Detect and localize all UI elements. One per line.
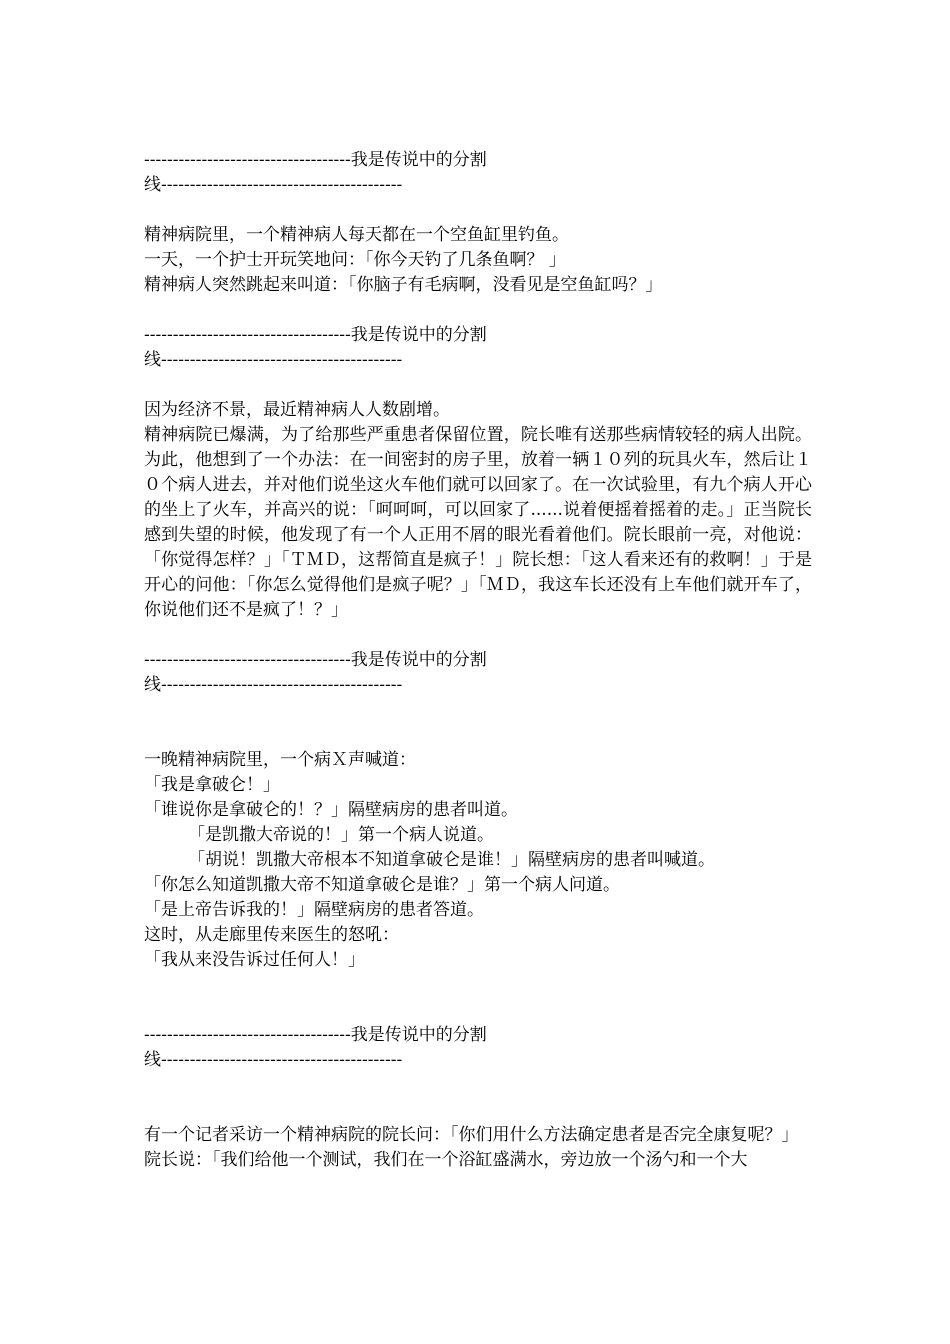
joke-napoleon-line-9: 「我从来没告诉过任何人！」 xyxy=(144,950,365,970)
spacer xyxy=(144,373,812,398)
spacer xyxy=(144,1073,812,1123)
spacer xyxy=(144,973,812,1023)
joke-napoleon-line-6: 「你怎么知道凯撒大帝不知道拿破仑是谁？」第一个病人问道。 xyxy=(144,875,620,895)
joke-train-line-1: 因为经济不景，最近精神病人人数剧增。 xyxy=(144,400,450,420)
joke-reporter-paragraph-1: 有一个记者采访一个精神病院的院长问：「你们用什么方法确定患者是否完全康复呢？」 xyxy=(144,1125,799,1145)
document-body xyxy=(144,148,812,1173)
spacer xyxy=(144,623,812,648)
joke-reporter-paragraph-2: 院长说：「我们给他一个测试，我们在一个浴缸盛满水，旁边放一个汤勺和一个大 xyxy=(144,1150,748,1170)
joke-napoleon-line-1: 一晚精神病院里，一个病Ｘ声喊道： xyxy=(144,750,416,770)
joke-train xyxy=(144,398,812,623)
joke-napoleon xyxy=(144,748,812,973)
spacer xyxy=(144,698,812,748)
joke-napoleon-line-3: 「谁说你是拿破仑的！？」隔壁病房的患者叫道。 xyxy=(144,800,518,820)
joke-napoleon-line-4: 「是凯撒大帝说的！」第一个病人说道。 xyxy=(188,825,494,845)
divider-line-2: 线------------------------------------------ xyxy=(144,675,403,695)
joke-napoleon-line-7: 「是上帝告诉我的！」隔壁病房的患者答道。 xyxy=(144,900,484,920)
divider-line-1: ------------------------------------我是传说中的分割 xyxy=(144,325,487,345)
divider-line-1: ------------------------------------我是传说中的分割 xyxy=(144,1025,487,1045)
joke-fishing-line-2: 一天，一个护士开玩笑地问：「你今天钓了几条鱼啊？ 」 xyxy=(144,250,566,270)
divider-2 xyxy=(144,323,812,373)
spacer xyxy=(144,298,812,323)
divider-line-2: 线------------------------------------------ xyxy=(144,350,403,370)
divider-line-1: ------------------------------------我是传说中的分割 xyxy=(144,150,487,170)
divider-3 xyxy=(144,648,812,698)
divider-line-2: 线------------------------------------------ xyxy=(144,175,403,195)
joke-napoleon-line-2: 「我是拿破仑！」 xyxy=(144,775,280,795)
joke-fishing-line-3: 精神病人突然跳起来叫道：「你脑子有毛病啊，没看见是空鱼缸吗？」 xyxy=(144,275,663,295)
joke-fishing xyxy=(144,223,812,298)
joke-train-paragraph: 精神病院已爆满，为了给那些严重患者保留位置，院长唯有送那些病情较轻的病人出院。为此，他想到了一个办法：在一间密封的房子里，放着一辆１０列的玩具火车，然后让１０个病人进去，并对他们说坐这火车他们就可以回家了。在一次试验里，有九个病人开心的坐上了火车，并高兴的说：「呵呵呵，可以回家了......说着便摇着摇着的走。」正当院长感到失望的时候，他发现了有一个人正用不屑的眼光看着他们。院长眼前一亮，对他说：「你觉得怎样？」「ＴＭＤ，这帮简直是疯子！」院长想：「这人看来还有的救啊！」于是开心的问他：「你怎么觉得他们是疯子呢？」「ＭＤ，我这车长还没有上车他们就开车了，你说他们还不是疯了！？」 xyxy=(144,425,812,620)
divider-line-1: ------------------------------------我是传说中的分割 xyxy=(144,650,487,670)
divider-4 xyxy=(144,1023,812,1073)
spacer xyxy=(144,198,812,223)
divider-1 xyxy=(144,148,812,198)
joke-napoleon-line-5: 「胡说！凯撒大帝根本不知道拿破仑是谁！」隔壁病房的患者叫喊道。 xyxy=(188,850,715,870)
joke-napoleon-line-8: 这时，从走廊里传来医生的怒吼： xyxy=(144,925,399,945)
joke-reporter xyxy=(144,1123,812,1173)
divider-line-2: 线------------------------------------------ xyxy=(144,1050,403,1070)
joke-fishing-line-1: 精神病院里，一个精神病人每天都在一个空鱼缸里钓鱼。 xyxy=(144,225,569,245)
